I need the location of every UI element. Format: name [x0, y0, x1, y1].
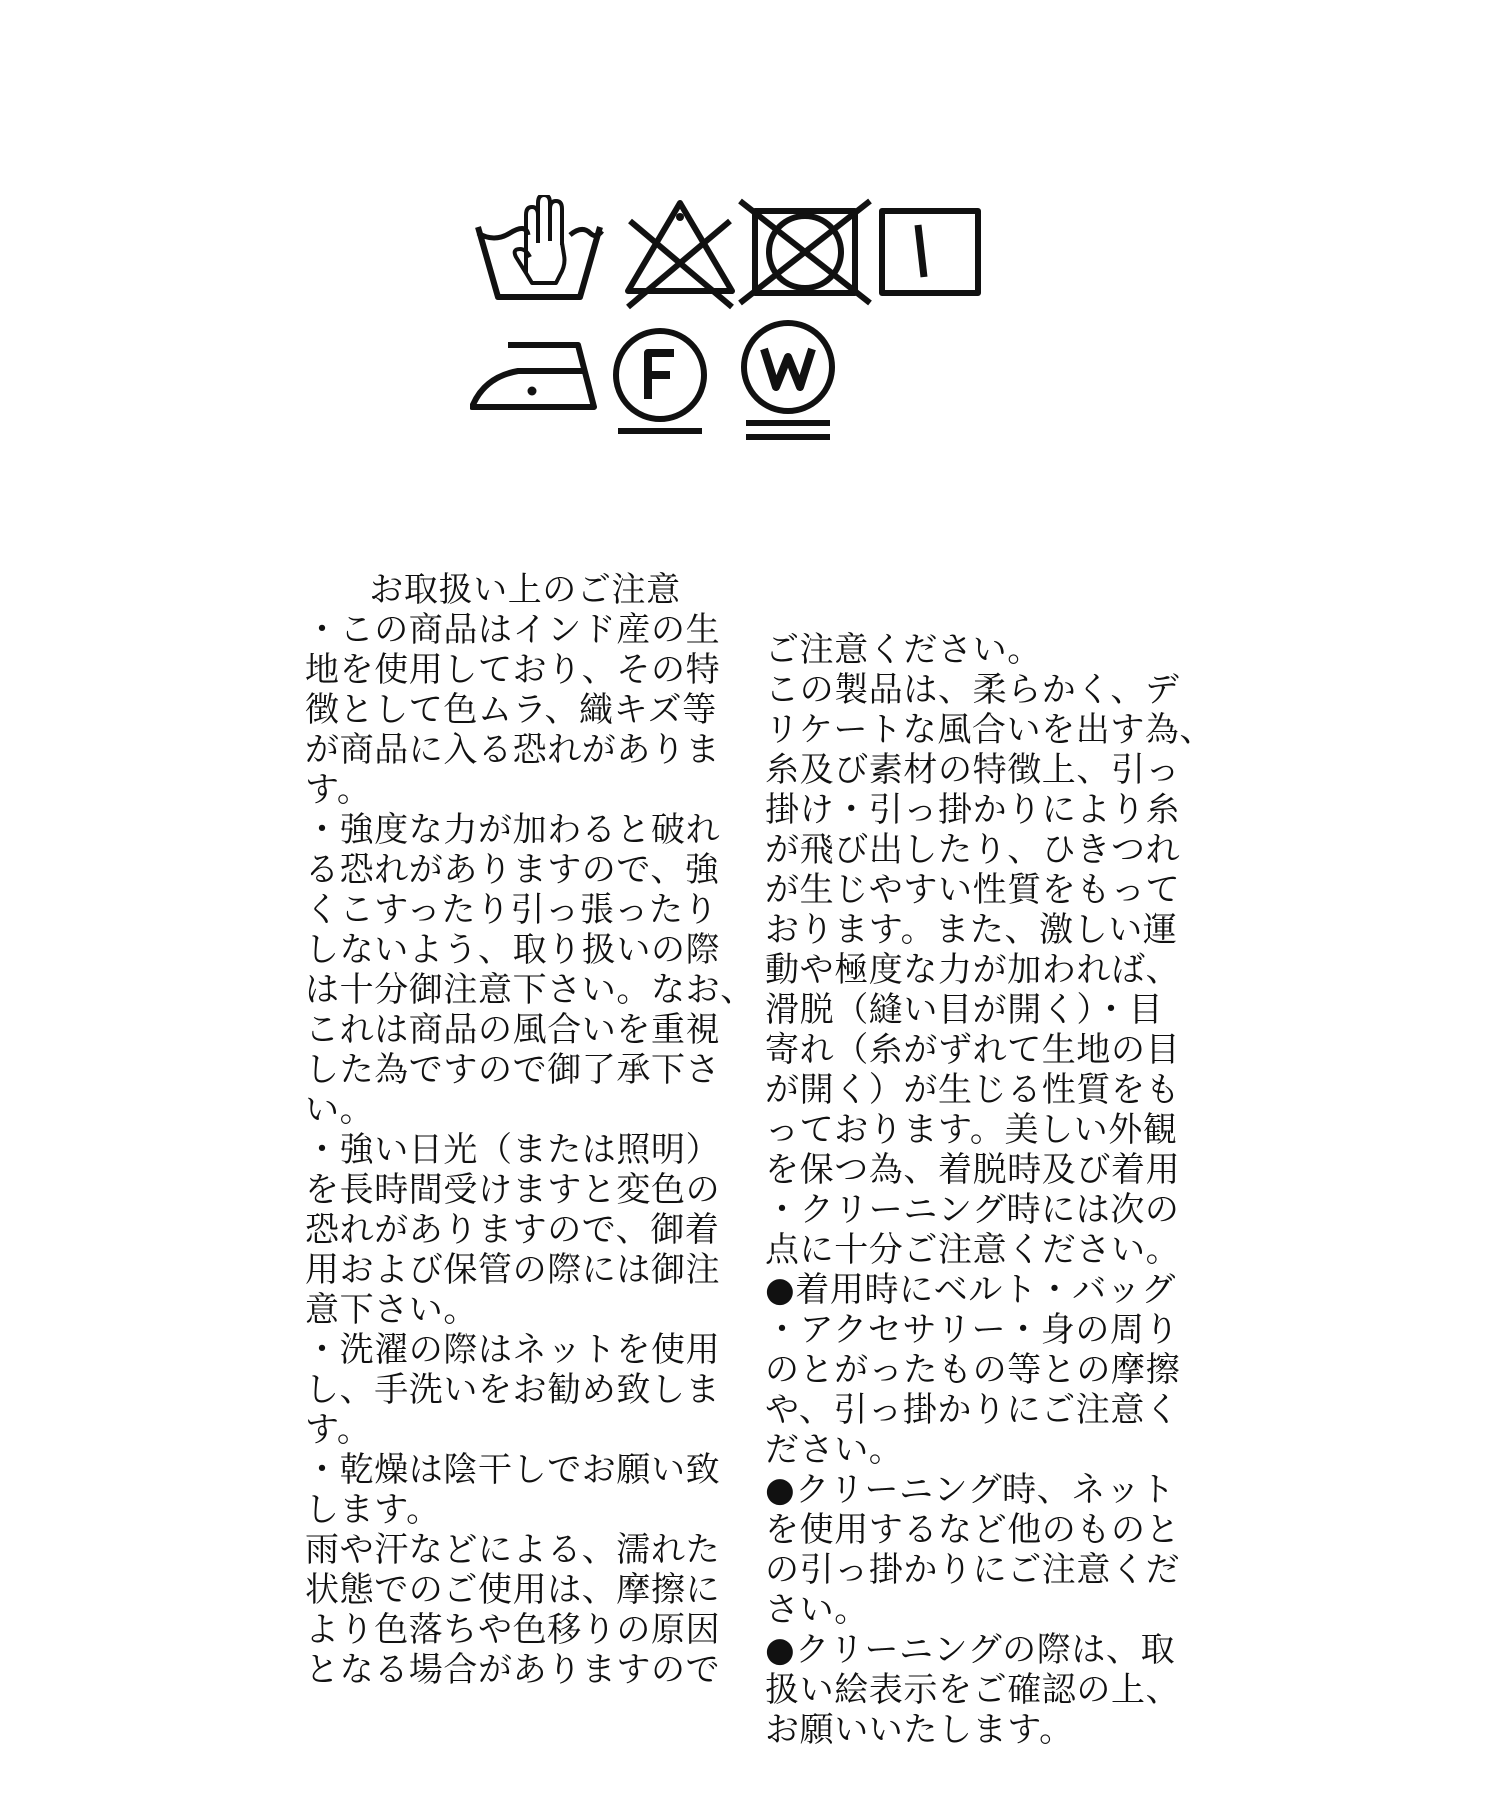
notice-left-body — [305, 610, 755, 1690]
notice-text-line: は十分御注意下さい。なお、 — [305, 970, 755, 1010]
notice-text-line: した為ですので御了承下さ — [305, 1050, 721, 1090]
notice-text-line: これは商品の風合いを重視 — [305, 1010, 721, 1050]
notice-text-line: 動や極度な力が加われば、 — [765, 950, 1181, 990]
notice-text-line: ・乾燥は陰干しでお願い致 — [305, 1450, 721, 1490]
notice-text-line: ●クリーニング時、ネット — [765, 1470, 1176, 1510]
notice-text-line: となる場合がありますので — [305, 1650, 721, 1690]
notice-text-line: っております。美しい外観 — [765, 1110, 1178, 1150]
notice-text-line: リケートな風合いを出す為、 — [765, 710, 1215, 750]
notice-text-line: を保つ為、着脱時及び着用 — [765, 1150, 1181, 1190]
notice-text-line: 意下さい。 — [305, 1290, 478, 1330]
notice-text-line: おります。また、激しい運 — [765, 910, 1178, 950]
notice-text-line: ・アクセサリー・身の周り — [765, 1310, 1180, 1350]
care-symbols — [470, 195, 990, 445]
notice-text-line: が開く）が生じる性質をも — [765, 1070, 1181, 1110]
notice-text-line: の引っ掛かりにご注意くだ — [765, 1550, 1181, 1590]
notice-title: お取扱い上のご注意 — [369, 570, 681, 610]
do-not-tumble-dry-icon — [740, 201, 870, 303]
notice-text-line: さい。 — [765, 1590, 869, 1630]
notice-right-body — [765, 630, 1235, 1750]
notice-text-line: る恐れがありますので、強 — [305, 850, 720, 890]
do-not-bleach-icon — [628, 203, 732, 307]
notice-text-line: し、手洗いをお勧め致しま — [305, 1370, 721, 1410]
notice-text-line: この製品は、柔らかく、デ — [765, 670, 1180, 710]
notice-text-line: ・強い日光（または照明） — [305, 1130, 721, 1170]
notice-text-line: 地を使用しており、その特 — [305, 650, 721, 690]
notice-text-line: ・この商品はインド産の生 — [305, 610, 721, 650]
notice-text-line: 掛け・引っ掛かりにより糸 — [765, 790, 1181, 830]
iron-low-icon — [472, 345, 594, 407]
notice-text-line: 寄れ（糸がずれて生地の目 — [765, 1030, 1181, 1070]
notice-text-line: す。 — [305, 1410, 372, 1450]
notice-text-line: ・クリーニング時には次の — [765, 1190, 1180, 1230]
notice-text-line: します。 — [305, 1490, 441, 1530]
notice-text-line: を使用するなど他のものと — [765, 1510, 1181, 1550]
notice-text-line: 状態でのご使用は、摩擦に — [305, 1570, 721, 1610]
hand-wash-icon — [478, 195, 602, 297]
notice-text-line: しないよう、取り扱いの際 — [305, 930, 721, 970]
notice-text-line: 雨や汗などによる、濡れた — [305, 1530, 721, 1570]
notice-text-line: 用および保管の際には御注 — [305, 1250, 721, 1290]
notice-text-line: くこすったり引っ張ったり — [305, 890, 719, 930]
notice-text-line: が飛び出したり、ひきつれ — [765, 830, 1181, 870]
notice-text-line: が生じやすい性質をもって — [765, 870, 1181, 910]
notice-text-line: が商品に入る恐れがありま — [305, 730, 721, 770]
notice-text-line: ご注意ください。 — [765, 630, 1042, 670]
notice-text-line: お願いいたします。 — [765, 1710, 1074, 1750]
notice-text-line: 恐れがありますので、御着 — [305, 1210, 720, 1250]
notice-text-line: や、引っ掛かりにご注意く — [765, 1390, 1180, 1430]
notice-text-line: を長時間受けますと変色の — [305, 1170, 721, 1210]
notice-text-line: ・強度な力が加わると破れ — [305, 810, 721, 850]
notice-text-line: 扱い絵表示をご確認の上、 — [765, 1670, 1181, 1710]
notice-text-line: ださい。 — [765, 1430, 904, 1470]
notice-text-line: 点に十分ご注意ください。 — [765, 1230, 1181, 1270]
notice-text-line: す。 — [305, 770, 372, 810]
notice-text-line: ・洗濯の際はネットを使用 — [305, 1330, 721, 1370]
notice-text-line: 滑脱（縫い目が開く）・目 — [765, 990, 1164, 1030]
notice-text-line: のとがったもの等との摩擦 — [765, 1350, 1181, 1390]
notice-text-line: 糸及び素材の特徴上、引っ — [765, 750, 1181, 790]
notice-left-column — [305, 570, 755, 1690]
notice-text-line: ●着用時にベルト・バッグ — [765, 1270, 1176, 1310]
notice-right-column — [765, 550, 1235, 1790]
notice-text-line: い。 — [305, 1090, 375, 1130]
notice-text-line: 徴として色ムラ、織キズ等 — [305, 690, 717, 730]
notice-text-line: より色落ちや色移りの原因 — [305, 1610, 721, 1650]
line-dry-icon — [882, 211, 978, 293]
wet-clean-w-icon — [744, 323, 832, 437]
notice-text-line: ●クリーニングの際は、取 — [765, 1630, 1176, 1670]
dry-clean-f-icon — [616, 331, 704, 431]
